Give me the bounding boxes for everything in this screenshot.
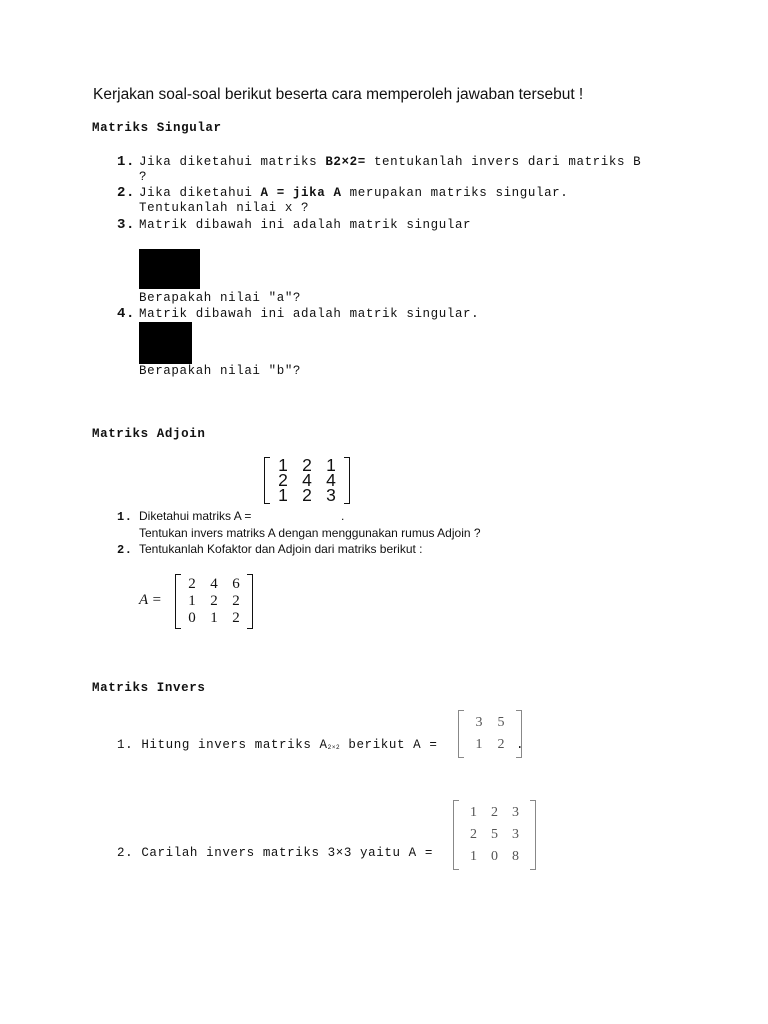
matrix-cell: 2 [497,737,505,752]
matrix-image-placeholder [139,322,192,364]
list-item-text: Tentukanlah nilai x ? [139,201,310,215]
page-title: Kerjakan soal-soal berikut beserta cara memperoleh jawaban tersebut ! [93,86,584,103]
matrix-cell: 1 [210,610,218,626]
list-number: 1. [117,510,133,524]
matrix-image-placeholder [139,249,200,289]
matrix-adjoin-1 [264,457,350,504]
matrix-cell: 1 [278,485,288,505]
list-item-text: 2. Carilah invers matriks 3×3 yaitu A = [117,846,433,860]
matrix-cell: 0 [188,610,196,626]
list-item-text: Jika diketahui A = jika A merupakan matriks singular. [139,186,569,200]
matrix-cell: 1 [475,737,483,752]
list-item-text: 1. Hitung invers matriks A2×2 berikut A = [117,738,438,752]
list-item-text: Tentukanlah Kofaktor dan Adjoin dari matriks berikut : [139,542,423,556]
list-number: 1. [117,154,136,170]
matrix-cell: 5 [491,827,498,842]
matrix-cell: 2 [278,470,288,490]
matrix-cell: 2 [232,610,240,626]
matrix-cell: 2 [302,455,312,475]
list-item-punct: . [516,738,525,752]
matrix-cell: 3 [512,827,519,842]
section-heading-adjoin: Matriks Adjoin [92,427,206,441]
matrix-cell: 1 [278,455,288,475]
matrix-cell: 5 [497,715,505,730]
matrix-cell: 2 [210,593,218,609]
matrix-cell: 0 [491,849,498,864]
matrix-invers-1 [458,710,525,758]
list-item-text: Diketahui matriks A = [139,509,252,523]
matrix-cell: 1 [188,593,196,609]
list-item-punct: . [341,509,345,523]
matrix-cell: 8 [512,849,519,864]
matrix-cell: 1 [470,849,477,864]
matrix-cell: 4 [302,470,312,490]
matrix-cell: 2 [302,485,312,505]
list-item-text: Jika diketahui matriks B2×2= tentukanlah invers dari matriks B [139,155,642,169]
matrix-cell: 3 [512,805,519,820]
matrix-cell: 1 [326,455,336,475]
list-item-text: Matrik dibawah ini adalah matrik singular. [139,307,480,321]
matrix-cell: 2 [491,805,498,820]
matrix-cell: 3 [326,485,336,505]
list-item-text: Berapakah nilai "a"? [139,291,302,305]
matrix-cell: 2 [188,576,196,592]
matrix-cell: 2 [470,827,477,842]
list-number: 4. [117,306,136,322]
list-number: 2. [117,543,133,557]
matrix-invers-2 [453,800,536,870]
matrix-cell: 2 [232,593,240,609]
list-item-text: Matrik dibawah ini adalah matrik singular [139,218,472,232]
list-item-text: Berapakah nilai "b"? [139,364,302,378]
list-item-text: ? [139,170,148,184]
section-heading-invers: Matriks Invers [92,681,206,695]
list-number: 2. [117,185,136,201]
matrix-label: A = [139,592,162,608]
list-number: 3. [117,217,136,233]
matrix-cell: 6 [232,576,240,592]
section-heading-singular: Matriks Singular [92,121,222,135]
matrix-cell: 4 [210,576,218,592]
matrix-cell: 3 [475,715,483,730]
matrix-cell: 4 [326,470,336,490]
matrix-adjoin-2 [175,574,253,629]
list-item-text: Tentukan invers matriks A dengan menggunakan rumus Adjoin ? [139,526,481,540]
matrix-cell: 1 [470,805,477,820]
